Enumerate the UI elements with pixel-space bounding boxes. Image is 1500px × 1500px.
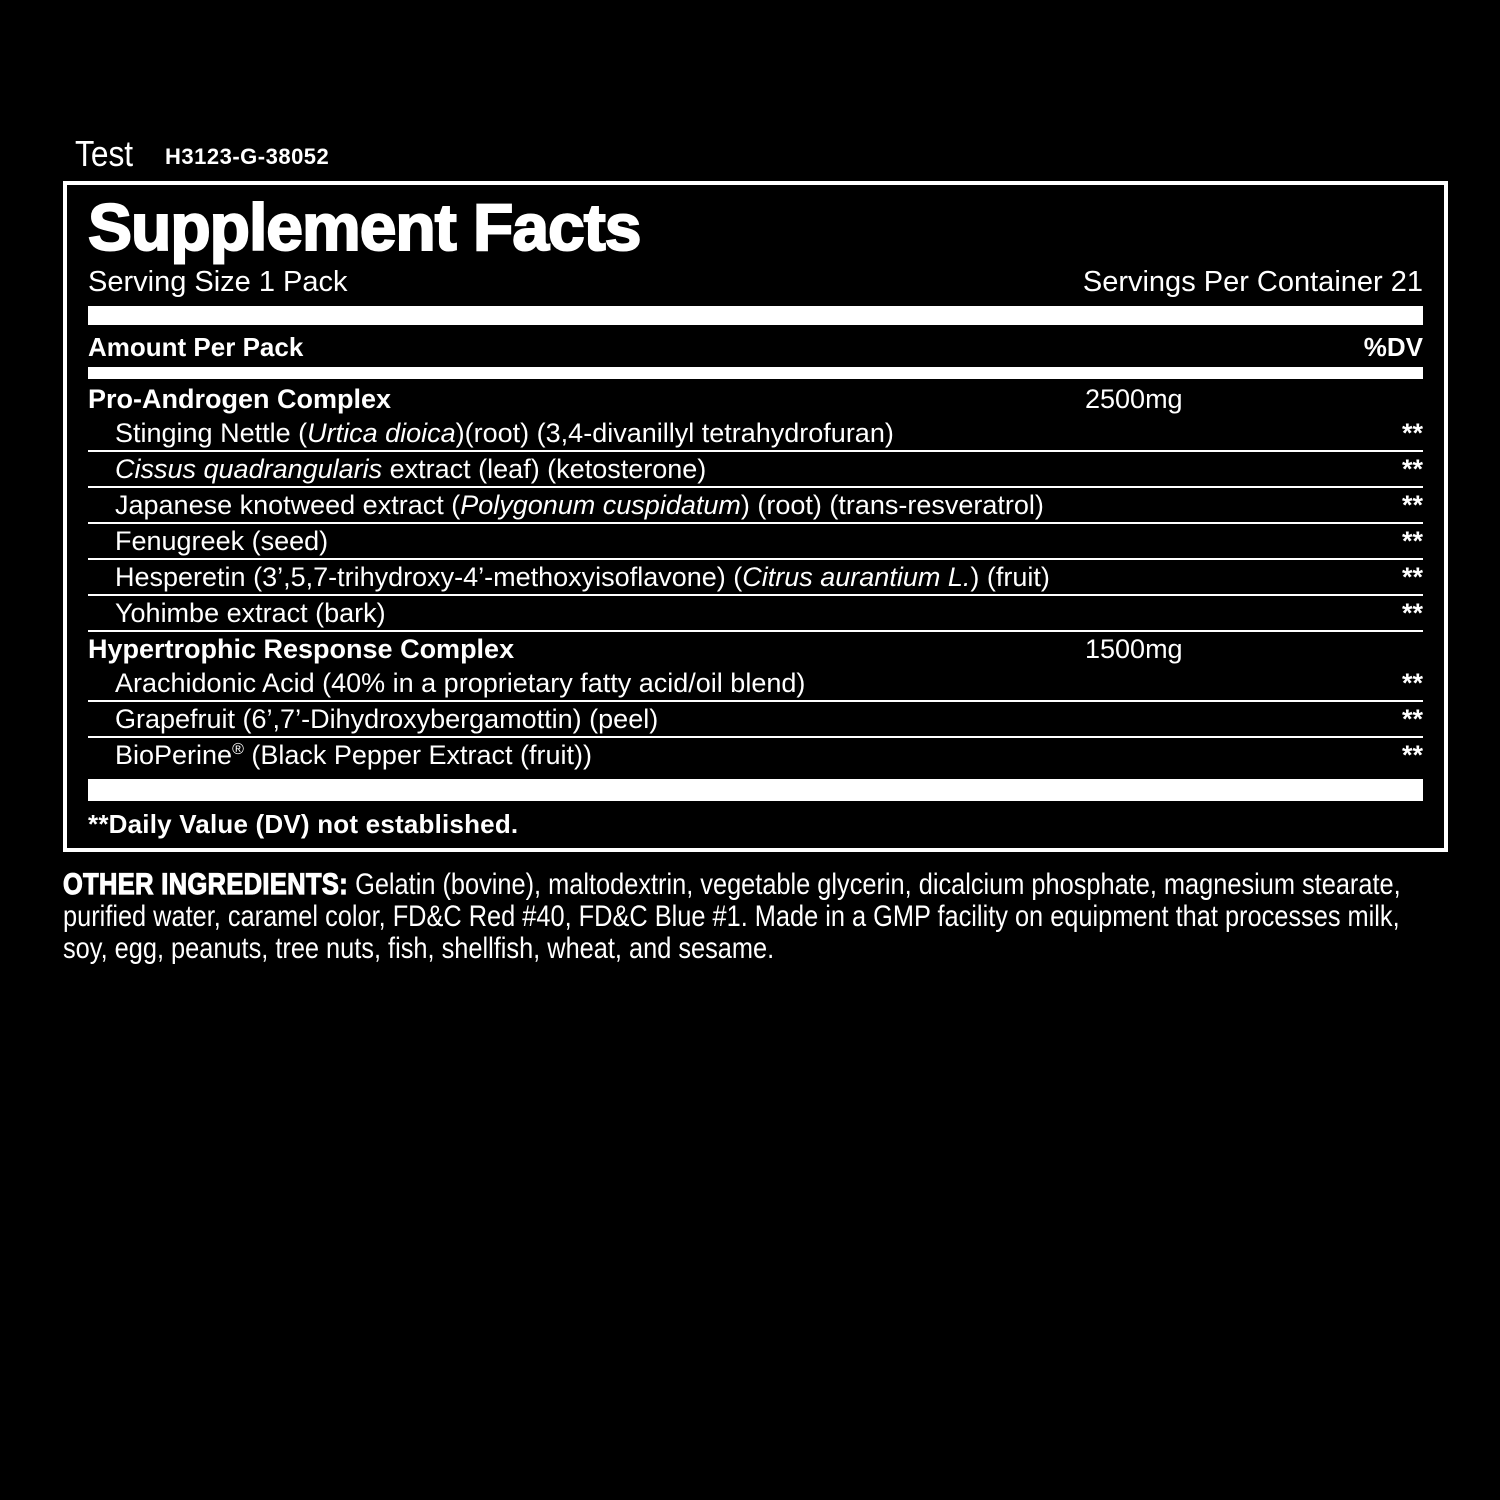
ingredient-row xyxy=(88,488,1423,524)
ingredient-row xyxy=(88,738,1423,772)
ingredient-row xyxy=(88,702,1423,738)
divider-bar-bottom xyxy=(88,779,1423,801)
ingredient-row xyxy=(88,560,1423,596)
ingredient-name: BioPerine® (Black Pepper Extract (fruit)) xyxy=(115,740,592,770)
other-ingredients xyxy=(63,869,1450,965)
ingredient-dv: ** xyxy=(1401,526,1423,556)
facts-rows xyxy=(88,382,1423,772)
ingredient-row xyxy=(88,596,1423,632)
complex-row xyxy=(88,632,1423,666)
ingredient-name: Japanese knotweed extract (Polygonum cuspidatum) (root) (trans-resveratrol) xyxy=(115,490,1044,520)
ingredient-name: Hesperetin (3’,5,7-trihydroxy-4’-methoxyisoflavone) (Citrus aurantium L.) (fruit) xyxy=(115,562,1050,592)
ingredient-row xyxy=(88,524,1423,560)
ingredient-row xyxy=(88,666,1423,702)
ingredient-dv: ** xyxy=(1401,562,1423,592)
dv-footnote: **Daily Value (DV) not established. xyxy=(88,809,519,839)
panel-title: Supplement Facts xyxy=(88,190,641,264)
brand-text: Test xyxy=(75,133,134,174)
ingredient-dv: ** xyxy=(1401,454,1423,484)
dv-header: %DV xyxy=(1363,332,1423,362)
complex-amount: 2500mg xyxy=(1085,384,1183,414)
complex-amount: 1500mg xyxy=(1085,634,1183,664)
serving-size: Serving Size 1 Pack xyxy=(88,266,348,298)
ingredient-name: Cissus quadrangularis extract (leaf) (ketosterone) xyxy=(115,454,707,484)
ingredient-row xyxy=(88,416,1423,452)
ingredient-name: Arachidonic Acid (40% in a proprietary fatty acid/oil blend) xyxy=(115,668,806,698)
ingredient-dv: ** xyxy=(1401,418,1423,448)
servings-per-container: Servings Per Container 21 xyxy=(1082,266,1423,298)
other-ingredients-label: OTHER INGREDIENTS: xyxy=(63,868,349,901)
ingredient-dv: ** xyxy=(1401,704,1423,734)
ingredient-row xyxy=(88,452,1423,488)
lot-code: H3123-G-38052 xyxy=(165,144,330,169)
ingredient-name: Yohimbe extract (bark) xyxy=(115,598,386,628)
divider-bar-top xyxy=(88,306,1423,325)
ingredient-dv: ** xyxy=(1401,668,1423,698)
ingredient-name: Grapefruit (6’,7’-Dihydroxybergamottin) (peel) xyxy=(115,704,659,734)
serving-row xyxy=(88,267,1423,297)
complex-name: Hypertrophic Response Complex xyxy=(88,634,515,664)
ingredient-dv: ** xyxy=(1401,490,1423,520)
supplement-facts-panel xyxy=(63,181,1448,852)
ingredient-name: Fenugreek (seed) xyxy=(115,526,329,556)
other-ingredients-text: Gelatin (bovine), maltodextrin, vegetable glycerin, dicalcium phosphate, magnesium stearate, purified water, caramel color, FD&C Red #40, FD&C Blue #1. Made in a GMP facility on equipment that processes milk, soy, egg, peanuts, tree nuts, fish, shellfish, wheat, and sesame. xyxy=(63,868,1401,965)
column-header-row xyxy=(88,325,1423,367)
complex-row xyxy=(88,382,1423,416)
complex-name: Pro-Androgen Complex xyxy=(88,384,392,414)
ingredient-dv: ** xyxy=(1401,598,1423,628)
ingredient-dv: ** xyxy=(1401,740,1423,770)
ingredient-name: Stinging Nettle (Urtica dioica)(root) (3,4-divanillyl tetrahydrofuran) xyxy=(115,418,894,448)
amount-per-pack-header: Amount Per Pack xyxy=(88,332,304,362)
divider-bar-mid xyxy=(88,367,1423,379)
